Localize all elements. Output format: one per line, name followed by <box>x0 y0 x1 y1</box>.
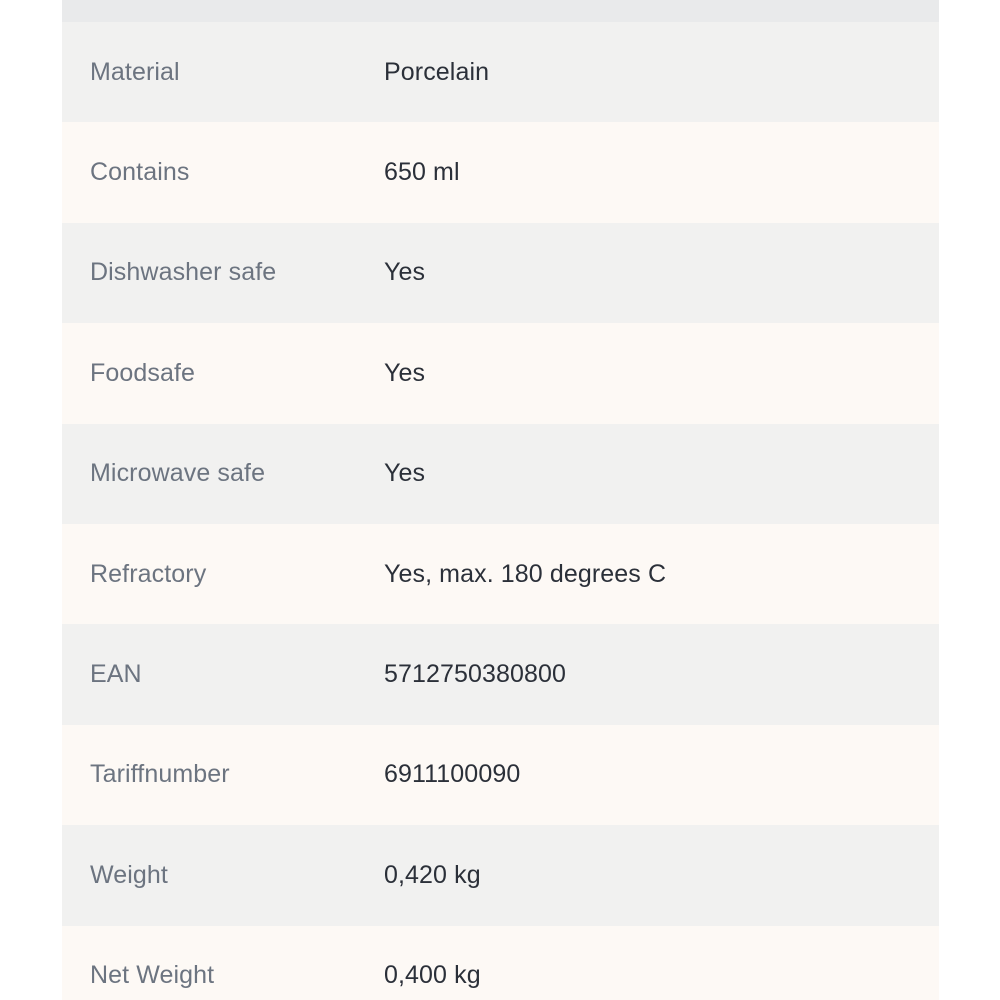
table-row <box>62 22 939 122</box>
spec-label: Refractory <box>90 559 207 588</box>
spec-value: 5712750380800 <box>384 660 567 689</box>
spec-value: Yes <box>384 358 426 387</box>
spec-value: Porcelain <box>384 57 490 86</box>
table-row <box>62 624 939 724</box>
spec-label: Tariffnumber <box>90 760 230 789</box>
spec-value: 6911100090 <box>384 760 521 789</box>
spec-table-body <box>62 22 939 1000</box>
table-row <box>62 524 939 624</box>
spec-value: 0,420 kg <box>384 860 481 889</box>
spec-label: Material <box>90 57 180 86</box>
product-specification-table <box>62 22 939 1000</box>
table-row <box>62 122 939 222</box>
spec-label: Net Weight <box>90 961 215 990</box>
spec-value: 650 ml <box>384 158 460 187</box>
spec-value: Yes, max. 180 degrees C <box>384 559 667 588</box>
spec-label: Dishwasher safe <box>90 258 277 287</box>
spec-label: EAN <box>90 660 142 689</box>
table-top-edge-strip <box>62 0 939 22</box>
table-row <box>62 926 939 1000</box>
spec-value: Yes <box>384 258 426 287</box>
table-row <box>62 424 939 524</box>
table-row <box>62 223 939 323</box>
table-row <box>62 825 939 925</box>
spec-value: Yes <box>384 459 426 488</box>
spec-label: Weight <box>90 860 168 889</box>
table-row <box>62 725 939 825</box>
spec-value: 0,400 kg <box>384 961 481 990</box>
table-row <box>62 323 939 423</box>
spec-label: Contains <box>90 158 190 187</box>
spec-label: Foodsafe <box>90 358 196 387</box>
spec-label: Microwave safe <box>90 459 266 488</box>
